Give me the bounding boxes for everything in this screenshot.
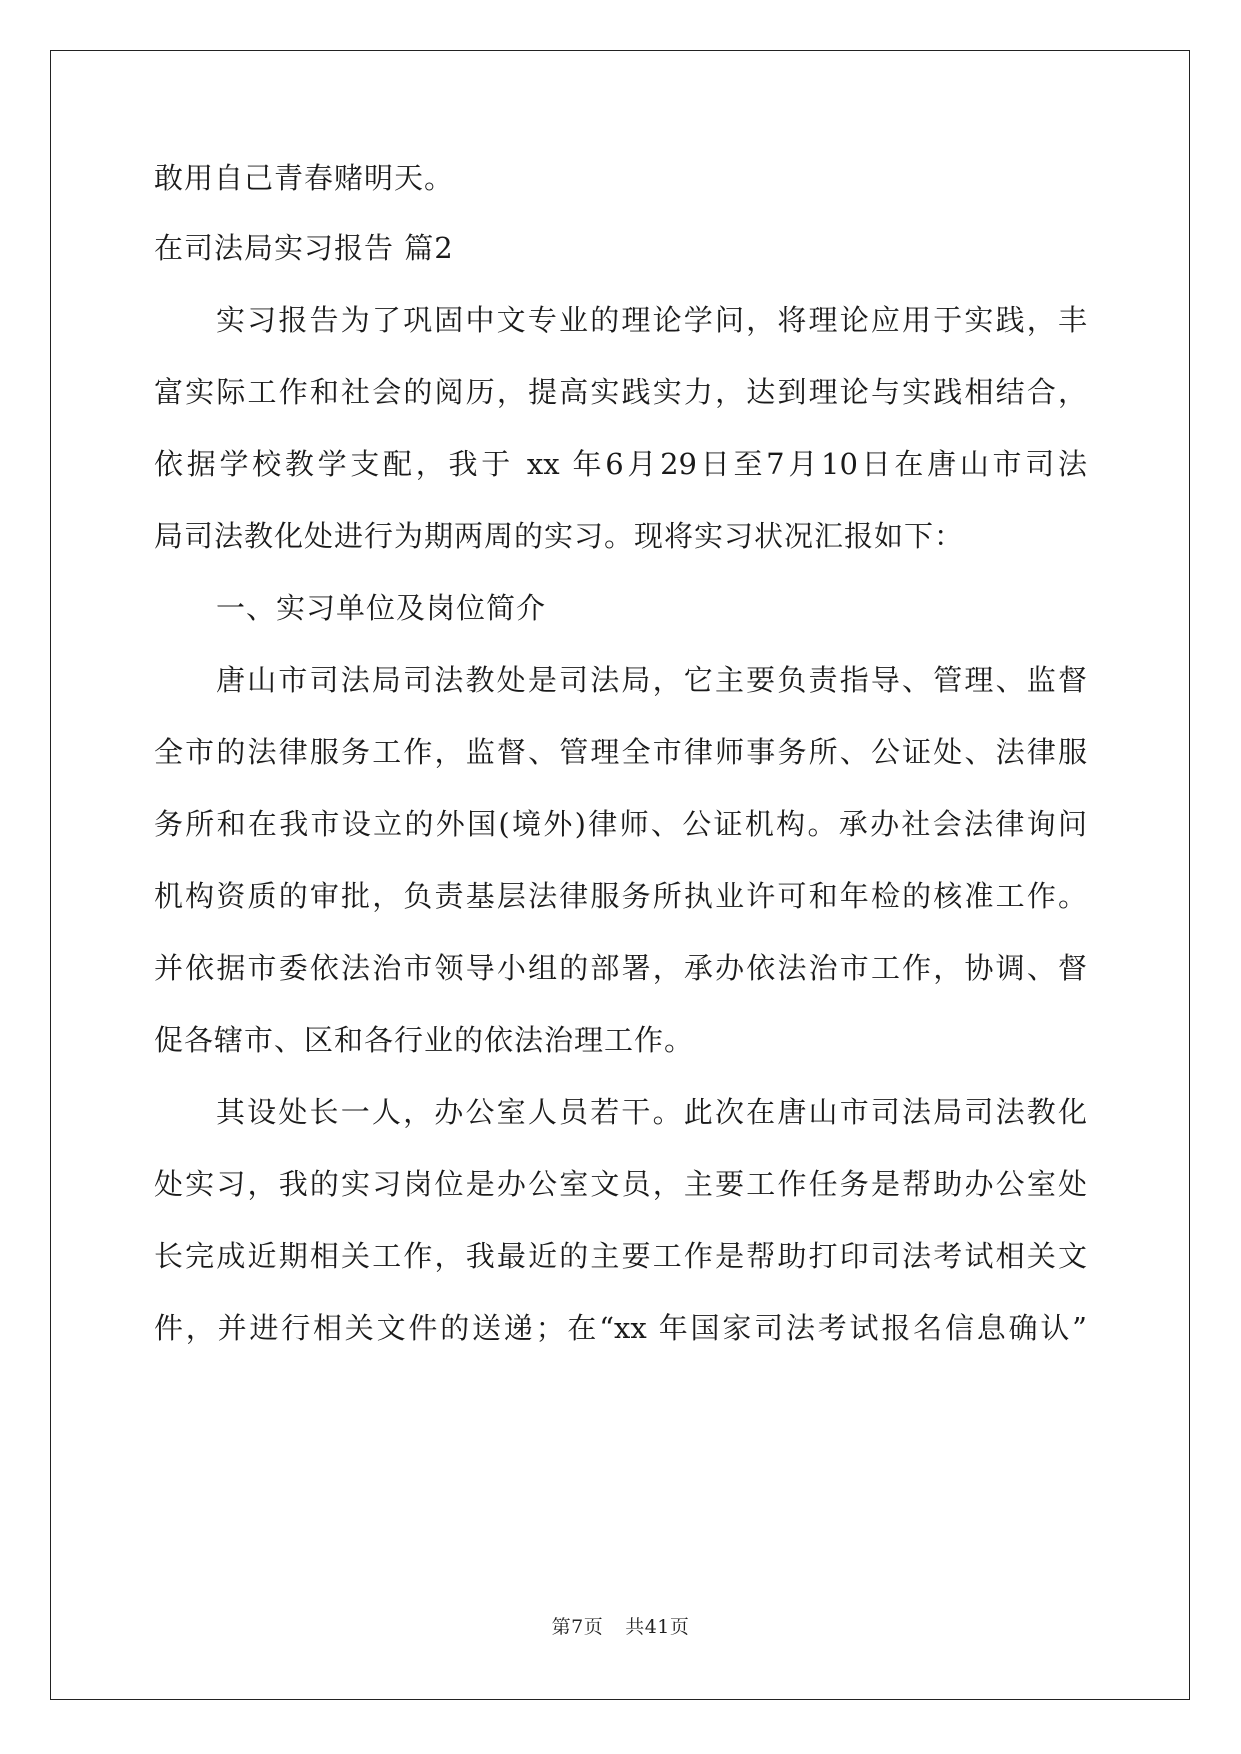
paragraph-line: 处实习，我的实习岗位是办公室文员，主要工作任务是帮助办公室处 <box>154 1167 1087 1201</box>
section-heading: 在司法局实习报告 篇2 <box>154 231 454 265</box>
page-footer <box>0 1612 1241 1639</box>
paragraph-line: 件，并进行相关文件的送递；在“xx 年国家司法考试报名信息确认” <box>154 1311 1087 1345</box>
page-border <box>50 50 1190 1700</box>
paragraph-line: 唐山市司法局司法教处是司法局，它主要负责指导、管理、监督 <box>216 663 1087 697</box>
paragraph-line: 务所和在我市设立的外国(境外)律师、公证机构。承办社会法律询问 <box>154 807 1087 841</box>
paragraph-line: 富实际工作和社会的阅历，提高实践实力，达到理论与实践相结合， <box>154 375 1087 409</box>
page-number: 第7页 <box>551 1616 604 1638</box>
paragraph-line: 全市的法律服务工作，监督、管理全市律师事务所、公证处、法律服 <box>154 735 1087 769</box>
paragraph-line: 长完成近期相关工作，我最近的主要工作是帮助打印司法考试相关文 <box>154 1239 1087 1273</box>
paragraph-line: 机构资质的审批，负责基层法律服务所执业许可和年检的核准工作。 <box>154 879 1087 913</box>
subsection-heading: 一、实习单位及岗位简介 <box>216 591 547 625</box>
paragraph-line: 局司法教化处进行为期两周的实习。现将实习状况汇报如下： <box>154 519 965 553</box>
paragraph-line: 依据学校教学支配，我于 xx 年6月29日至7月10日在唐山市司法 <box>154 447 1087 481</box>
paragraph-line: 其设处长一人，办公室人员若干。此次在唐山市司法局司法教化 <box>216 1095 1087 1129</box>
paragraph-line: 实习报告为了巩固中文专业的理论学问，将理论应用于实践，丰 <box>216 303 1087 337</box>
page-total: 共41页 <box>625 1616 690 1638</box>
paragraph-line: 并依据市委依法治市领导小组的部署，承办依法治市工作，协调、督 <box>154 951 1087 985</box>
paragraph-line: 敢用自己青春赌明天。 <box>154 161 455 195</box>
paragraph-line: 促各辖市、区和各行业的依法治理工作。 <box>154 1023 695 1057</box>
